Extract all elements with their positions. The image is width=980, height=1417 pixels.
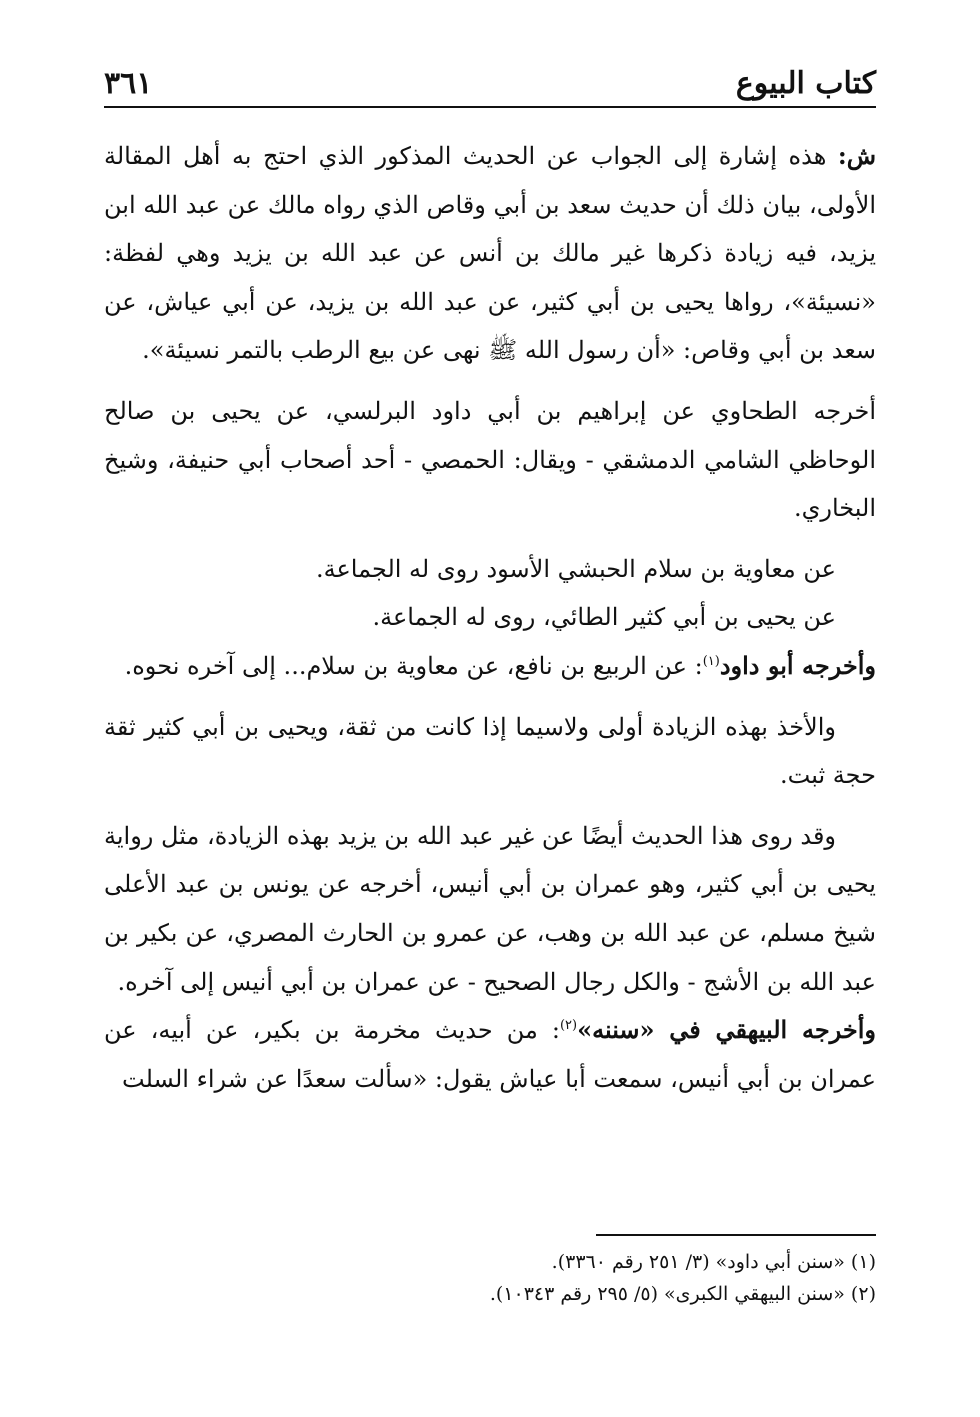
paragraph-commentary (104, 132, 876, 375)
paragraph-text: هذه إشارة إلى الجواب عن الحديث المذكور الذي احتج به أهل المقالة الأولى، بيان ذلك أن حديث سعد بن أبي وقاص الذي رواه مالك عن عبد الله ابن يزيد، فيه زيادة ذكرها غير مالك بن أنس عن عبد الله بن يزيد وهي لفظة: «نسيئة»، رواها يحيى بن أبي كثير، عن عبد الله بن يزيد، عن أبي عياش، عن سعد بن أبي وقاص: «أن رسول الله ﷺ نهى عن بيع الرطب بالتمر نسيئة». (104, 142, 877, 365)
header-divider (104, 106, 876, 108)
source-lead: وأخرجه أبو داود (719, 650, 876, 680)
page-number: ٣٦١ (104, 66, 153, 101)
footnotes (104, 1246, 876, 1310)
paragraph-other-route: وقد روى هذا الحديث أيضًا عن غير عبد الله بن يزيد بهذه الزيادة، مثل رواية يحيى بن أبي كثير، وهو عمران بن أبي أنيس، أخرجه عن يونس بن عبد الأعلى شيخ مسلم، عن عبد الله بن وهب، عن عمرو بن الحارث المصري، عن بكير بن عبد الله بن الأشج - والكل رجال الصحيح - عن عمران بن أبي أنيس إلى آخره. (104, 821, 877, 996)
page-header (104, 62, 876, 102)
source-lead: وأخرجه البيهقي في «سننه» (577, 1015, 876, 1045)
paragraph-narrator: عن يحيى بن أبي كثير الطائي، روى له الجماعة. (372, 603, 836, 632)
paragraph-takhrij: أخرجه الطحاوي عن إبراهيم بن أبي داود البرلسي، عن يحيى بن صالح الوحاظي الشامي الدمشقي - ويقال: الحمصي - أحد أصحاب أبي حنيفة، وشيخ البخاري. (104, 396, 876, 523)
footnote-ref: (١) (702, 653, 720, 669)
main-text (104, 132, 876, 1103)
footnote: (٢) «سنن البيهقي الكبرى» (٥/ ٢٩٥ رقم ١٠٣٤٣). (489, 1283, 876, 1305)
paragraph-ruling: والأخذ بهذه الزيادة أولى ولاسيما إذا كانت من ثقة، ويحيى بن أبي كثير ثقة حجة ثبت. (104, 712, 876, 790)
footnote-ref: (٢) (559, 1018, 578, 1034)
running-title: كتاب البيوع (735, 66, 876, 101)
paragraph-abu-dawud (104, 642, 876, 691)
footnote: (١) «سنن أبي داود» (٣/ ٢٥١ رقم ٣٣٦٠). (551, 1251, 876, 1273)
footnote-divider (596, 1234, 876, 1236)
paragraph-text: : من حديث مخرمة بن بكير، عن أبيه، عن عمران بن أبي أنيس، سمعت أبا عياش يقول: «سألت سعدًا عن شراء السلت (104, 1016, 876, 1093)
paragraph-narrator: عن معاوية بن سلام الحبشي الأسود روى له الجماعة. (315, 554, 836, 583)
paragraph-text: : عن الربيع بن نافع، عن معاوية بن سلام... إلى آخره نحوه. (124, 651, 703, 680)
commentary-marker: ش: (837, 141, 876, 170)
paragraph-bayhaqi (104, 1006, 876, 1103)
